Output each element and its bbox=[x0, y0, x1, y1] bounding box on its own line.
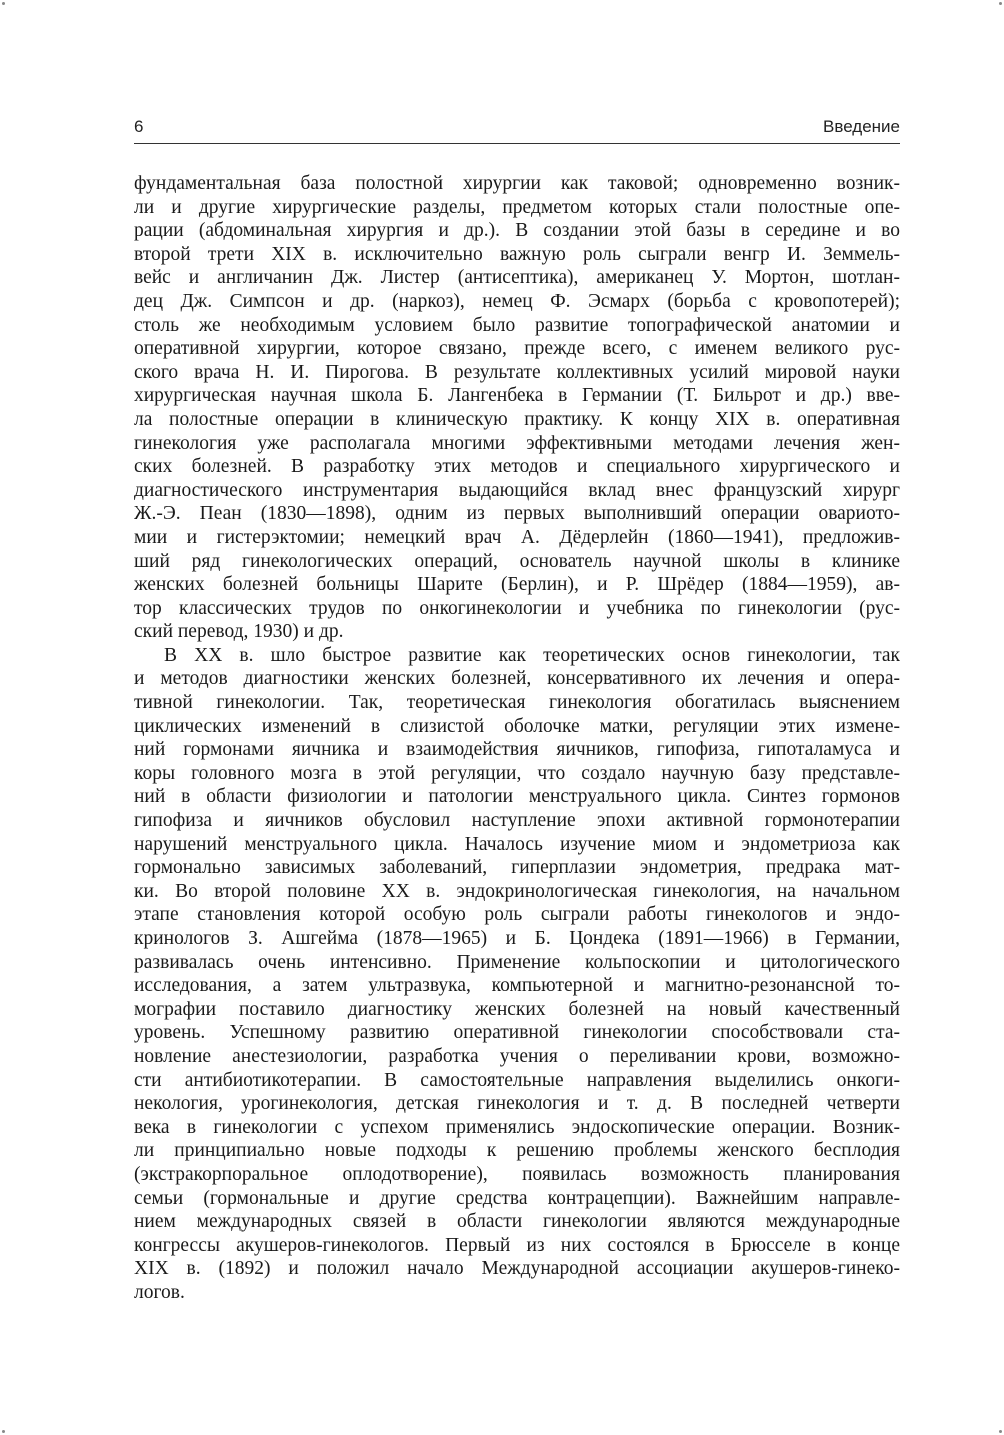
text-line: дец Дж. Симпсон и др. (наркоз), немец Ф. Эсмарх (борьба с кровопотерей); bbox=[134, 290, 900, 312]
text-line: мии и гистерэктомии; немецкий врач А. Дёдерлейн (1860—1941), предложив- bbox=[134, 526, 900, 548]
text-line: гинекология уже располагала многими эффективными методами лечения жен- bbox=[134, 432, 900, 454]
text-line: тивной гинекологии. Так, теоретическая гинекология обогатилась выяснением bbox=[134, 692, 900, 714]
paragraph bbox=[134, 172, 900, 644]
text-line: некология, урогинекология, детская гинекология и т. д. В последней четверти bbox=[134, 1093, 900, 1115]
running-title: Введение bbox=[823, 117, 900, 136]
text-line: логов. bbox=[134, 1281, 185, 1303]
text-line: циклических изменений в слизистой оболочке матки, регуляции этих измене- bbox=[134, 715, 900, 737]
text-line: второй трети XIX в. исключительно важную роль сыграли венгр И. Земмель- bbox=[134, 243, 900, 265]
text-line: ла полостные операции в клиническую практику. К концу XIX в. оперативная bbox=[134, 408, 900, 430]
crop-mark-top-left bbox=[2, 2, 5, 5]
crop-mark-bottom-right bbox=[999, 1430, 1002, 1433]
text-line: ний гормонами яичника и взаимодействия яичников, гипофиза, гипоталамуса и bbox=[134, 739, 900, 761]
text-line: нарушений менструального цикла. Началось изучение миом и эндометриоза как bbox=[134, 833, 900, 855]
text-line: гипофиза и яичников обусловил наступление эпохи активной гормонотерапии bbox=[134, 810, 900, 832]
text-line: оперативной хирургии, которое связано, прежде всего, с именем великого рус- bbox=[134, 338, 900, 360]
text-line: ки. Во второй половине XX в. эндокринологическая гинекология, на начальном bbox=[134, 880, 900, 902]
text-line: женских болезней больницы Шарите (Берлин), и Р. Шрёдер (1884—1959), ав- bbox=[134, 574, 900, 596]
text-line: ского врача Н. И. Пирогова. В результате коллективных усилий мировой науки bbox=[134, 361, 900, 383]
text-line: Ж.-Э. Пеан (1830—1898), одним из первых выполнивший операции овариото- bbox=[134, 503, 900, 525]
text-line: исследования, а затем ультразвука, компьютерной и магнитно-резонансной то- bbox=[134, 975, 900, 997]
text-line: семьи (гормональные и другие средства контрацепции). Важнейшим направле- bbox=[134, 1187, 900, 1209]
text-line: В XX в. шло быстрое развитие как теоретических основ гинекологии, так bbox=[164, 644, 900, 666]
crop-mark-top-right bbox=[999, 2, 1002, 5]
text-line: гормонально зависимых заболеваний, гиперплазии эндометрия, предрака мат- bbox=[134, 857, 900, 879]
body-text bbox=[134, 172, 900, 1305]
text-line: мографии поставило диагностику женских болезней на новый качественный bbox=[134, 998, 900, 1020]
text-line: фундаментальная база полостной хирургии как таковой; одновременно возник- bbox=[134, 173, 900, 194]
text-line: столь же необходимым условием было развитие топографической анатомии и bbox=[134, 314, 900, 336]
text-line: коры головного мозга в этой регуляции, что создало научную базу представле- bbox=[134, 762, 900, 784]
text-line: ший ряд гинекологических операций, основатель научной школы в клинике bbox=[134, 550, 900, 572]
text-line: (экстракорпоральное оплодотворение), появилась возможность планирования bbox=[134, 1163, 900, 1185]
text-line: новление анестезиологии, разработка учения о переливании крови, возможно- bbox=[134, 1045, 900, 1067]
text-line: ских болезней. В разработку этих методов и специального хирургического и bbox=[134, 456, 900, 478]
running-header bbox=[134, 113, 900, 144]
text-line: этапе становления которой особую роль сыграли работы гинекологов и эндо- bbox=[134, 904, 900, 926]
text-line: конгрессы акушеров-гинекологов. Первый из них состоялся в Брюсселе в конце bbox=[134, 1234, 900, 1256]
text-line: кринологов З. Ашгейма (1878—1965) и Б. Цондека (1891—1966) в Германии, bbox=[134, 928, 900, 949]
text-line: рации (абдоминальная хирургия и др.). В создании этой базы в середине и во bbox=[134, 220, 900, 242]
crop-mark-bottom-left bbox=[2, 1430, 5, 1433]
page-number: 6 bbox=[134, 117, 144, 136]
text-line: века в гинекологии с успехом применялись эндоскопические операции. Возник- bbox=[134, 1116, 900, 1138]
text-line: сти антибиотикотерапии. В самостоятельные направления выделились онкоги- bbox=[134, 1069, 900, 1091]
text-line: тор классических трудов по онкогинекологии и учебника по гинекологии (рус- bbox=[134, 597, 900, 619]
text-line: хирургическая научная школа Б. Лангенбека в Германии (Т. Бильрот и др.) вве- bbox=[134, 385, 900, 407]
text-line: уровень. Успешному развитию оперативной гинекологии способствовали ста- bbox=[134, 1022, 900, 1044]
text-line: ский перевод, 1930) и др. bbox=[134, 621, 344, 643]
text-line: ли принципиально новые подходы к решению проблемы женского бесплодия bbox=[134, 1140, 900, 1162]
text-line: XIX в. (1892) и положил начало Международной ассоциации акушеров-гинеко- bbox=[134, 1258, 900, 1280]
text-line: диагностического инструментария выдающийся вклад внес французский хирург bbox=[134, 479, 900, 501]
text-line: развивалась очень интенсивно. Применение кольпоскопии и цитологического bbox=[134, 951, 900, 973]
text-line: ний в области физиологии и патологии менструального цикла. Синтез гормонов bbox=[134, 786, 900, 808]
paragraph bbox=[134, 644, 900, 1305]
text-line: вейс и англичанин Дж. Листер (антисептика), американец У. Мортон, шотлан- bbox=[134, 267, 900, 289]
text-line: и методов диагностики женских болезней, консервативного их лечения и опера- bbox=[134, 668, 900, 690]
text-line: ли и другие хирургические разделы, предметом которых стали полостные опе- bbox=[134, 196, 900, 218]
text-line: нием международных связей в области гинекологии являются международные bbox=[134, 1211, 900, 1233]
